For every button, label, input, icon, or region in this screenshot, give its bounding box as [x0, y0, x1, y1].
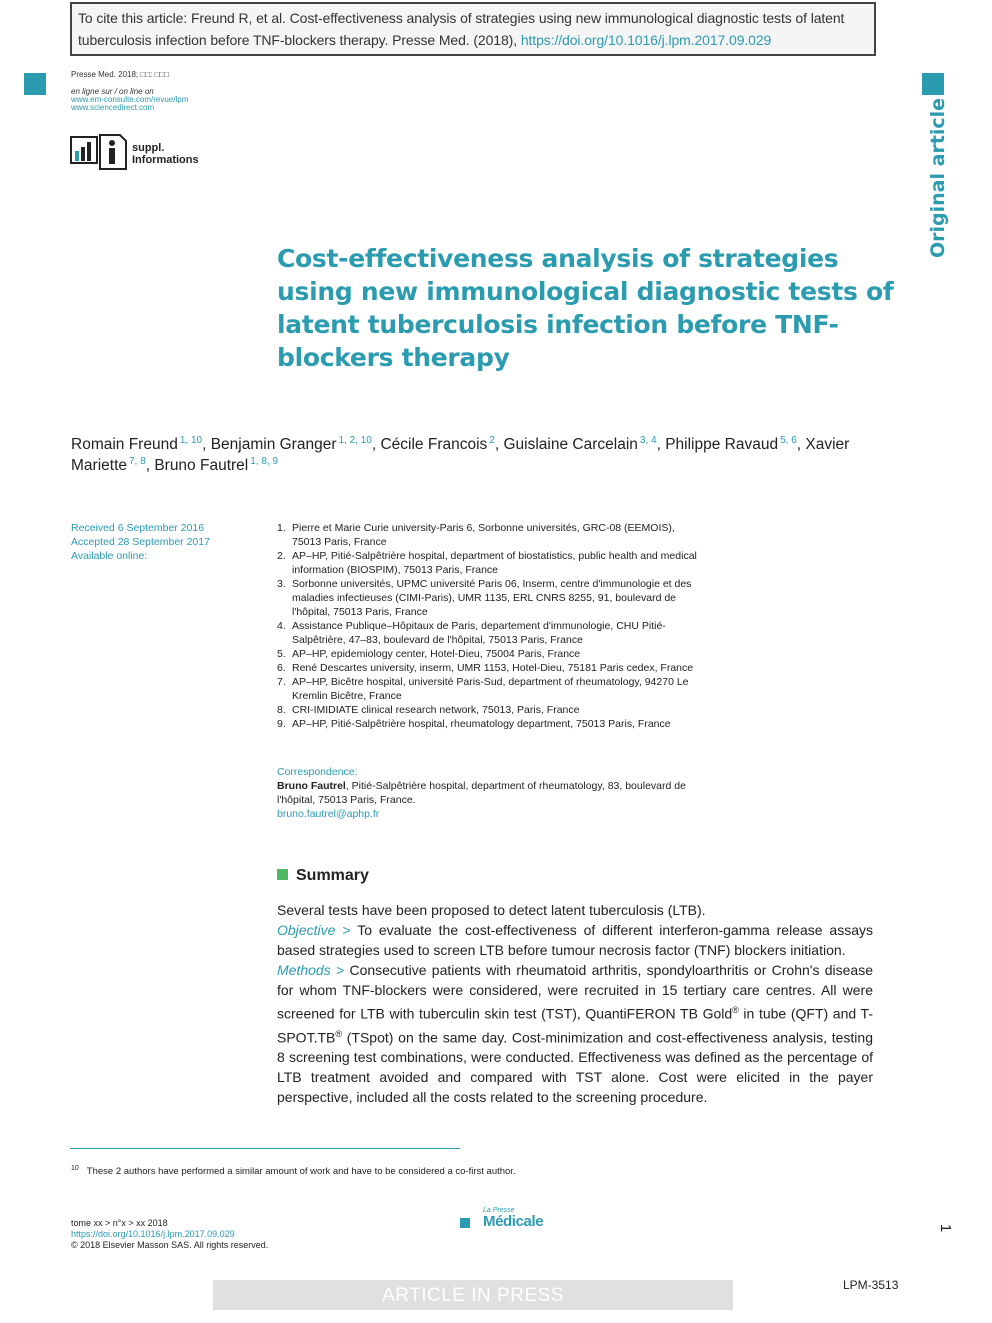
author-separator: , — [796, 436, 806, 453]
footer-copyright: © 2018 Elsevier Masson SAS. All rights reserved. — [71, 1240, 269, 1250]
author-name: Xavier Mariette — [71, 436, 850, 474]
logo-square-icon — [460, 1218, 470, 1228]
online-label: en ligne sur / on line on — [71, 87, 154, 96]
affiliation-list — [277, 521, 697, 731]
affiliation-item — [277, 577, 697, 619]
correspondence-heading: Correspondence: — [277, 766, 358, 778]
author-separator: , — [145, 457, 155, 474]
suppl-informations[interactable] — [70, 133, 200, 173]
author-name: Benjamin Granger — [210, 436, 337, 453]
author-name: Romain Freund — [71, 436, 178, 453]
affiliation-item — [277, 661, 697, 675]
article-in-press-bar: ARTICLE IN PRESS — [213, 1280, 733, 1310]
page-number-text: 1 — [937, 1223, 954, 1233]
author-affiliation-mark: 1, 8, 9 — [250, 456, 279, 467]
methods-text-b: in tube (QFT) and T-SPOT.TB — [277, 1005, 873, 1046]
author-name: Philippe Ravaud — [665, 436, 779, 453]
affiliation-item — [277, 675, 697, 703]
summary-objective — [277, 920, 873, 960]
manuscript-id: LPM-3513 — [843, 1278, 899, 1292]
affiliation-item — [277, 619, 697, 647]
footer-doi-link[interactable]: https://doi.org/10.1016/j.lpm.2017.09.029 — [71, 1229, 235, 1239]
affiliation-number: 3. — [277, 578, 286, 590]
affiliation-number: 6. — [277, 662, 286, 674]
affiliation-text: AP–HP, Pitié-Salpêtrière hospital, rheumatology department, 75013 Paris, France — [292, 718, 671, 730]
affiliation-number: 8. — [277, 704, 286, 716]
logo-small-text: La Presse — [483, 1207, 515, 1214]
summary-bullet-icon — [277, 869, 288, 880]
corner-square-right — [922, 73, 944, 95]
available-online: Available online: — [71, 550, 148, 562]
summary-heading — [277, 866, 369, 886]
registered-mark-1: ® — [732, 1005, 739, 1015]
correspondence-email-wrap — [277, 807, 697, 821]
correspondence-address-block — [277, 779, 697, 807]
suppl-label — [132, 142, 199, 166]
correspondence — [277, 765, 697, 821]
article-dates — [71, 521, 210, 563]
affiliation-number: 9. — [277, 718, 286, 730]
accepted-date: Accepted 28 September 2017 — [71, 536, 210, 548]
author-name: Cécile Francois — [380, 436, 488, 453]
author-affiliation-mark: 1, 2, 10 — [338, 435, 372, 446]
author-affiliation-mark: 3, 4 — [639, 435, 657, 446]
citation-text: To cite this article: Freund R, et al. Cost-effectiveness analysis of strategies using new immunological diagnostic tests of latent tuberculosis infection before TNF-blockers therapy. Presse Med. (2018), — [78, 10, 845, 48]
author-separator: , — [202, 436, 211, 453]
affiliation-text: AP–HP, Pitié-Salpêtrière hospital, department of biostatistics, public health and medical information (BIOSPIM), 75013 Paris, France — [292, 550, 697, 576]
journal-meta-line: Presse Med. 2018; □□: □□□ — [71, 70, 169, 79]
summary-methods — [277, 960, 873, 1107]
summary-heading-text: Summary — [296, 867, 369, 884]
summary-body — [277, 900, 873, 1107]
correspondence-address: , Pitié-Salpêtrière hospital, department of rheumatology, 83, boulevard de l'hôpital, 75013 Paris, France. — [277, 780, 686, 806]
affiliation-item — [277, 521, 697, 549]
affiliation-number: 1. — [277, 522, 286, 534]
citation-box — [70, 2, 876, 56]
chart-info-icon — [70, 133, 128, 171]
affiliation-number: 2. — [277, 550, 286, 562]
citation-doi-link[interactable]: https://doi.org/10.1016/j.lpm.2017.09.029 — [520, 32, 772, 48]
footer-left — [71, 1218, 268, 1251]
received-date: Received 6 September 2016 — [71, 522, 205, 534]
footnote-text: These 2 authors have performed a similar amount of work and have to be considered a co-first author. — [86, 1166, 516, 1178]
author-name: Bruno Fautrel — [154, 457, 249, 474]
affiliation-number: 7. — [277, 676, 286, 688]
article-title: Cost-effectiveness analysis of strategies using new immunological diagnostic tests of latent tuberculosis infection before TNF-blockers therapy — [277, 244, 894, 372]
presse-medicale-logo — [460, 1207, 570, 1233]
footer-issue: tome xx > n°x > xx 2018 — [71, 1218, 168, 1228]
methods-label: Methods > — [277, 962, 350, 978]
footnote — [71, 1163, 516, 1178]
footer-doi-wrap — [71, 1229, 268, 1240]
affiliation-text: Assistance Publique–Hôpitaux de Paris, departement d'immunologie, CHU Pitié-Salpêtrière, 47–83, boulevard de l'hôpital, 75013 Paris, France — [292, 620, 666, 646]
logo-big-text: Médicale — [483, 1213, 544, 1230]
author-affiliation-mark: 2 — [489, 435, 495, 446]
correspondence-email[interactable]: bruno.fautrel@aphp.fr — [277, 808, 380, 820]
affiliation-text: Sorbonne universités, UPMC université Paris 06, Inserm, centre d'immunologie et des maladies infectieuses (CIMI-Paris), UMR 1135, ERL CNRS 8255, 91, boulevard de l'hôpital, 75013 Paris, France — [292, 578, 692, 618]
affiliation-number: 4. — [277, 620, 286, 632]
author-affiliation-mark: 7, 8 — [129, 456, 146, 467]
objective-text: To evaluate the cost-effectiveness of different interferon-gamma release assays based strategies used to screen LTB before tumour necrosis factor (TNF) blockers initiation. — [277, 922, 873, 958]
sciencedirect-link[interactable]: www.sciencedirect.com — [71, 103, 155, 112]
suppl-line1: suppl. — [132, 142, 165, 154]
section-label-text: Original article — [927, 97, 949, 258]
affiliation-text: René Descartes university, inserm, UMR 1153, Hotel-Dieu, 75181 Paris cedex, France — [292, 662, 694, 674]
section-label — [906, 97, 958, 260]
em-consulte-link[interactable]: www.em-consulte.com/revue/lpm — [71, 95, 189, 104]
author-separator: , — [371, 436, 381, 453]
author-list — [71, 434, 871, 476]
methods-text-c: (TSpot) on the same day. Cost-minimization and cost-effectiveness analysis, testing 8 screening test combinations, were conducted. Effectiveness was defined as the percentage of LTB treatment avoided and compared with TST alone. Cost were elicited in the payer perspective, included all the costs related to the screening procedure. — [277, 1029, 873, 1106]
footnote-rule — [70, 1148, 460, 1149]
methods-text-a: Consecutive patients with rheumatoid arthritis, spondyloarthritis or Crohn's disease for whom TNF-blockers were considered, were recruited in 15 tertiary care centres. All were screened for LTB with tuberculin skin test (TST), QuantiFERON TB Gold — [277, 962, 873, 1022]
page-number — [926, 1218, 954, 1238]
author-separator: , — [656, 436, 666, 453]
suppl-line2: Informations — [132, 154, 199, 166]
summary-intro: Several tests have been proposed to detect latent tuberculosis (LTB). — [277, 902, 706, 918]
affiliation-text: AP–HP, Bicêtre hospital, université Paris-Sud, department of rheumatology, 94270 Le Kremlin Bicêtre, France — [292, 676, 689, 702]
author-affiliation-mark: 5, 6 — [780, 435, 797, 446]
footnote-mark: 10 — [71, 1165, 79, 1172]
affiliation-text: Pierre et Marie Curie university-Paris 6, Sorbonne universités, GRC-08 (EEMOIS), 75013 Paris, France — [292, 522, 675, 548]
affiliation-item — [277, 549, 697, 577]
author-separator: , — [494, 436, 504, 453]
sciencedirect-link-wrap — [71, 103, 154, 112]
correspondence-name: Bruno Fautrel — [277, 780, 346, 792]
affiliation-number: 5. — [277, 648, 286, 660]
author-name: Guislaine Carcelain — [503, 436, 638, 453]
affiliation-item — [277, 647, 697, 661]
author-affiliation-mark: 1, 10 — [179, 435, 203, 446]
registered-mark-2: ® — [335, 1028, 342, 1039]
corner-square-left — [24, 73, 46, 95]
affiliation-item — [277, 717, 697, 731]
affiliation-text: CRI-IMIDIATE clinical research network, 75013, Paris, France — [292, 704, 580, 716]
objective-label: Objective > — [277, 922, 358, 938]
affiliation-text: AP–HP, epidemiology center, Hotel-Dieu, 75004 Paris, France — [292, 648, 581, 660]
affiliation-item — [277, 703, 697, 717]
